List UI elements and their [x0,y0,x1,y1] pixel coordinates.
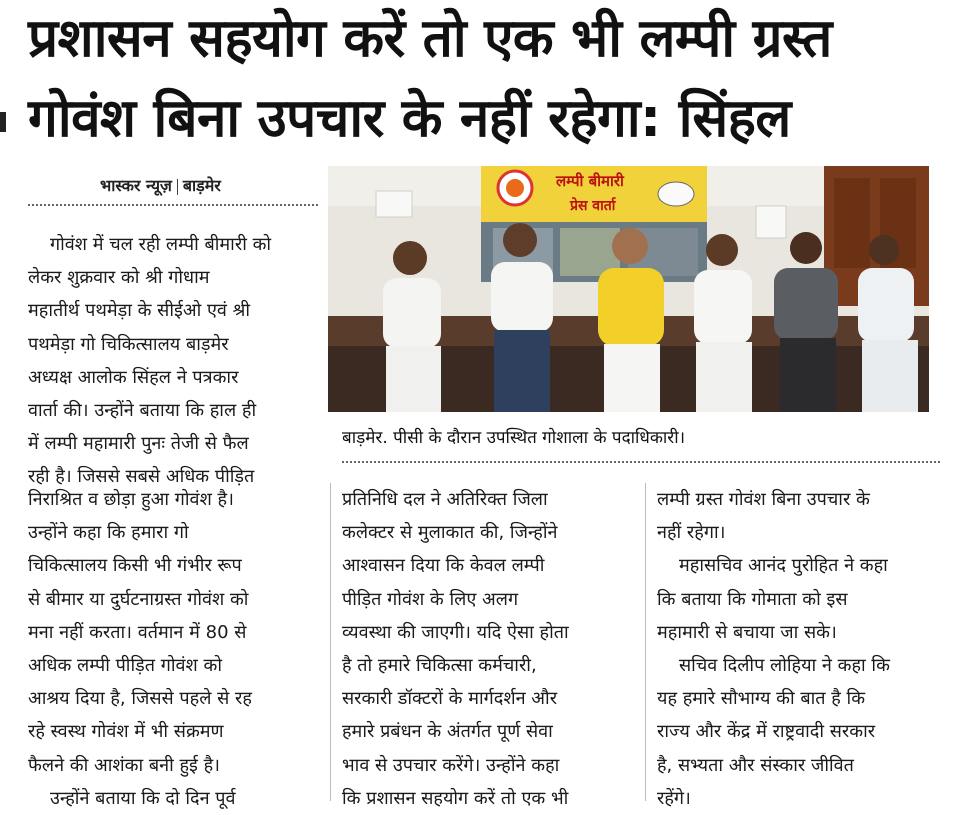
banner-subtitle: प्रेस वार्ता [570,198,616,214]
article-line: रही है। जिससे सबसे अधिक पीड़ित [28,466,255,488]
press-conference-photo [328,166,929,412]
headline-bullet [0,112,6,132]
article-line: सचिव दिलीप लोहिया ने कहा कि [679,655,890,677]
article-line: पीड़ित गोवंश के लिए अलग [342,588,519,610]
byline-divider [28,204,318,206]
article-line: अधिक लम्पी पीड़ित गोवंश को [28,655,222,677]
article-line: सरकारी डॉक्टरों के मार्गदर्शन और [342,688,558,710]
article-line: फैलने की आशंका बनी हुई है। [28,754,220,776]
article-line: प्रतिनिधि दल ने अतिरिक्त जिला [342,489,548,510]
article-line: नहीं रहेगा। [657,522,726,544]
article-line: महातीर्थ पथमेड़ा के सीईओ एवं श्री [28,300,251,322]
caption-divider [342,461,940,463]
article-line: लम्पी ग्रस्त गोवंश बिना उपचार के [657,489,870,510]
byline-place: बाड़मेर [182,176,221,195]
article-line: कलेक्टर से मुलाकात की, जिन्होंने [342,522,558,544]
article-line: लेकर शुक्रवार को श्री गोधाम [28,267,210,289]
article-line: उन्होंने कहा कि हमारा गो [28,522,189,544]
article-line: चिकित्सालय किसी भी गंभीर रूप [28,555,242,577]
article-line: यह हमारे सौभाग्य की बात है कि [657,688,866,710]
column-rule-2 [645,483,646,801]
article-line: पथमेड़ा गो चिकित्सालय बाड़मेर [28,333,229,355]
headline-line-1: प्रशासन सहयोग करें तो एक भी लम्पी ग्रस्त [28,8,832,69]
article-line: रहेंगे। [657,787,691,809]
article-line: कि बताया कि गोमाता को इस [657,588,848,610]
article-line: निराश्रित व छोड़ा हुआ गोवंश है। [28,489,234,510]
article-line: गोवंश में चल रही लम्पी बीमारी को [50,234,272,255]
article-column-1-bottom [28,483,317,815]
article-column-3 [657,483,947,815]
banner-title: लम्पी बीमारी [556,172,624,190]
byline-source: भास्कर न्यूज़ [100,176,172,195]
article-line: व्यवस्था की जाएगी। यदि ऐसा होता [342,621,569,643]
byline [100,174,221,196]
byline-separator [177,179,178,195]
article-line: आश्वासन दिया कि केवल लम्पी [342,555,545,577]
article-line: में लम्पी महामारी पुनः तेजी से फैल [28,433,249,455]
headline-line-2: गोवंश बिना उपचार के नहीं रहेगा: सिंहल [28,88,791,149]
article-line: मना नहीं करता। वर्तमान में 80 से [28,621,247,643]
article-line: महासचिव आनंद पुरोहित ने कहा [679,555,888,577]
article-line: कि प्रशासन सहयोग करें तो एक भी [342,787,569,809]
article-line: भाव से उपचार करेंगे। उन्होंने कहा [342,754,560,776]
article-line: राज्य और केंद्र में राष्ट्रवादी सरकार [657,721,876,743]
article-column-2 [342,483,632,815]
article-line: रहे स्वस्थ गोवंश में भी संक्रमण [28,721,224,743]
article-line: हमारे प्रबंधन के अंतर्गत पूर्ण सेवा [342,721,553,743]
article-line: से बीमार या दुर्घटनाग्रस्त गोवंश को [28,588,249,610]
article-line: आश्रय दिया है, जिससे पहले से रह [28,688,252,710]
photo-caption: बाड़मेर. पीसी के दौरान उपस्थित गोशाला के पदाधिकारी। [342,428,686,448]
article-line: वार्ता की। उन्होंने बताया कि हाल ही [28,400,257,422]
article-line: महामारी से बचाया जा सके। [657,621,837,643]
article-column-1-top [28,228,317,494]
article-line: है, सभ्यता और संस्कार जीवित [657,754,854,776]
article-line: अध्यक्ष आलोक सिंहल ने पत्रकार [28,366,239,388]
article-line: उन्होंने बताया कि दो दिन पूर्व [50,787,236,809]
column-rule-1 [330,483,331,801]
article-line: है तो हमारे चिकित्सा कर्मचारी, [342,655,537,677]
